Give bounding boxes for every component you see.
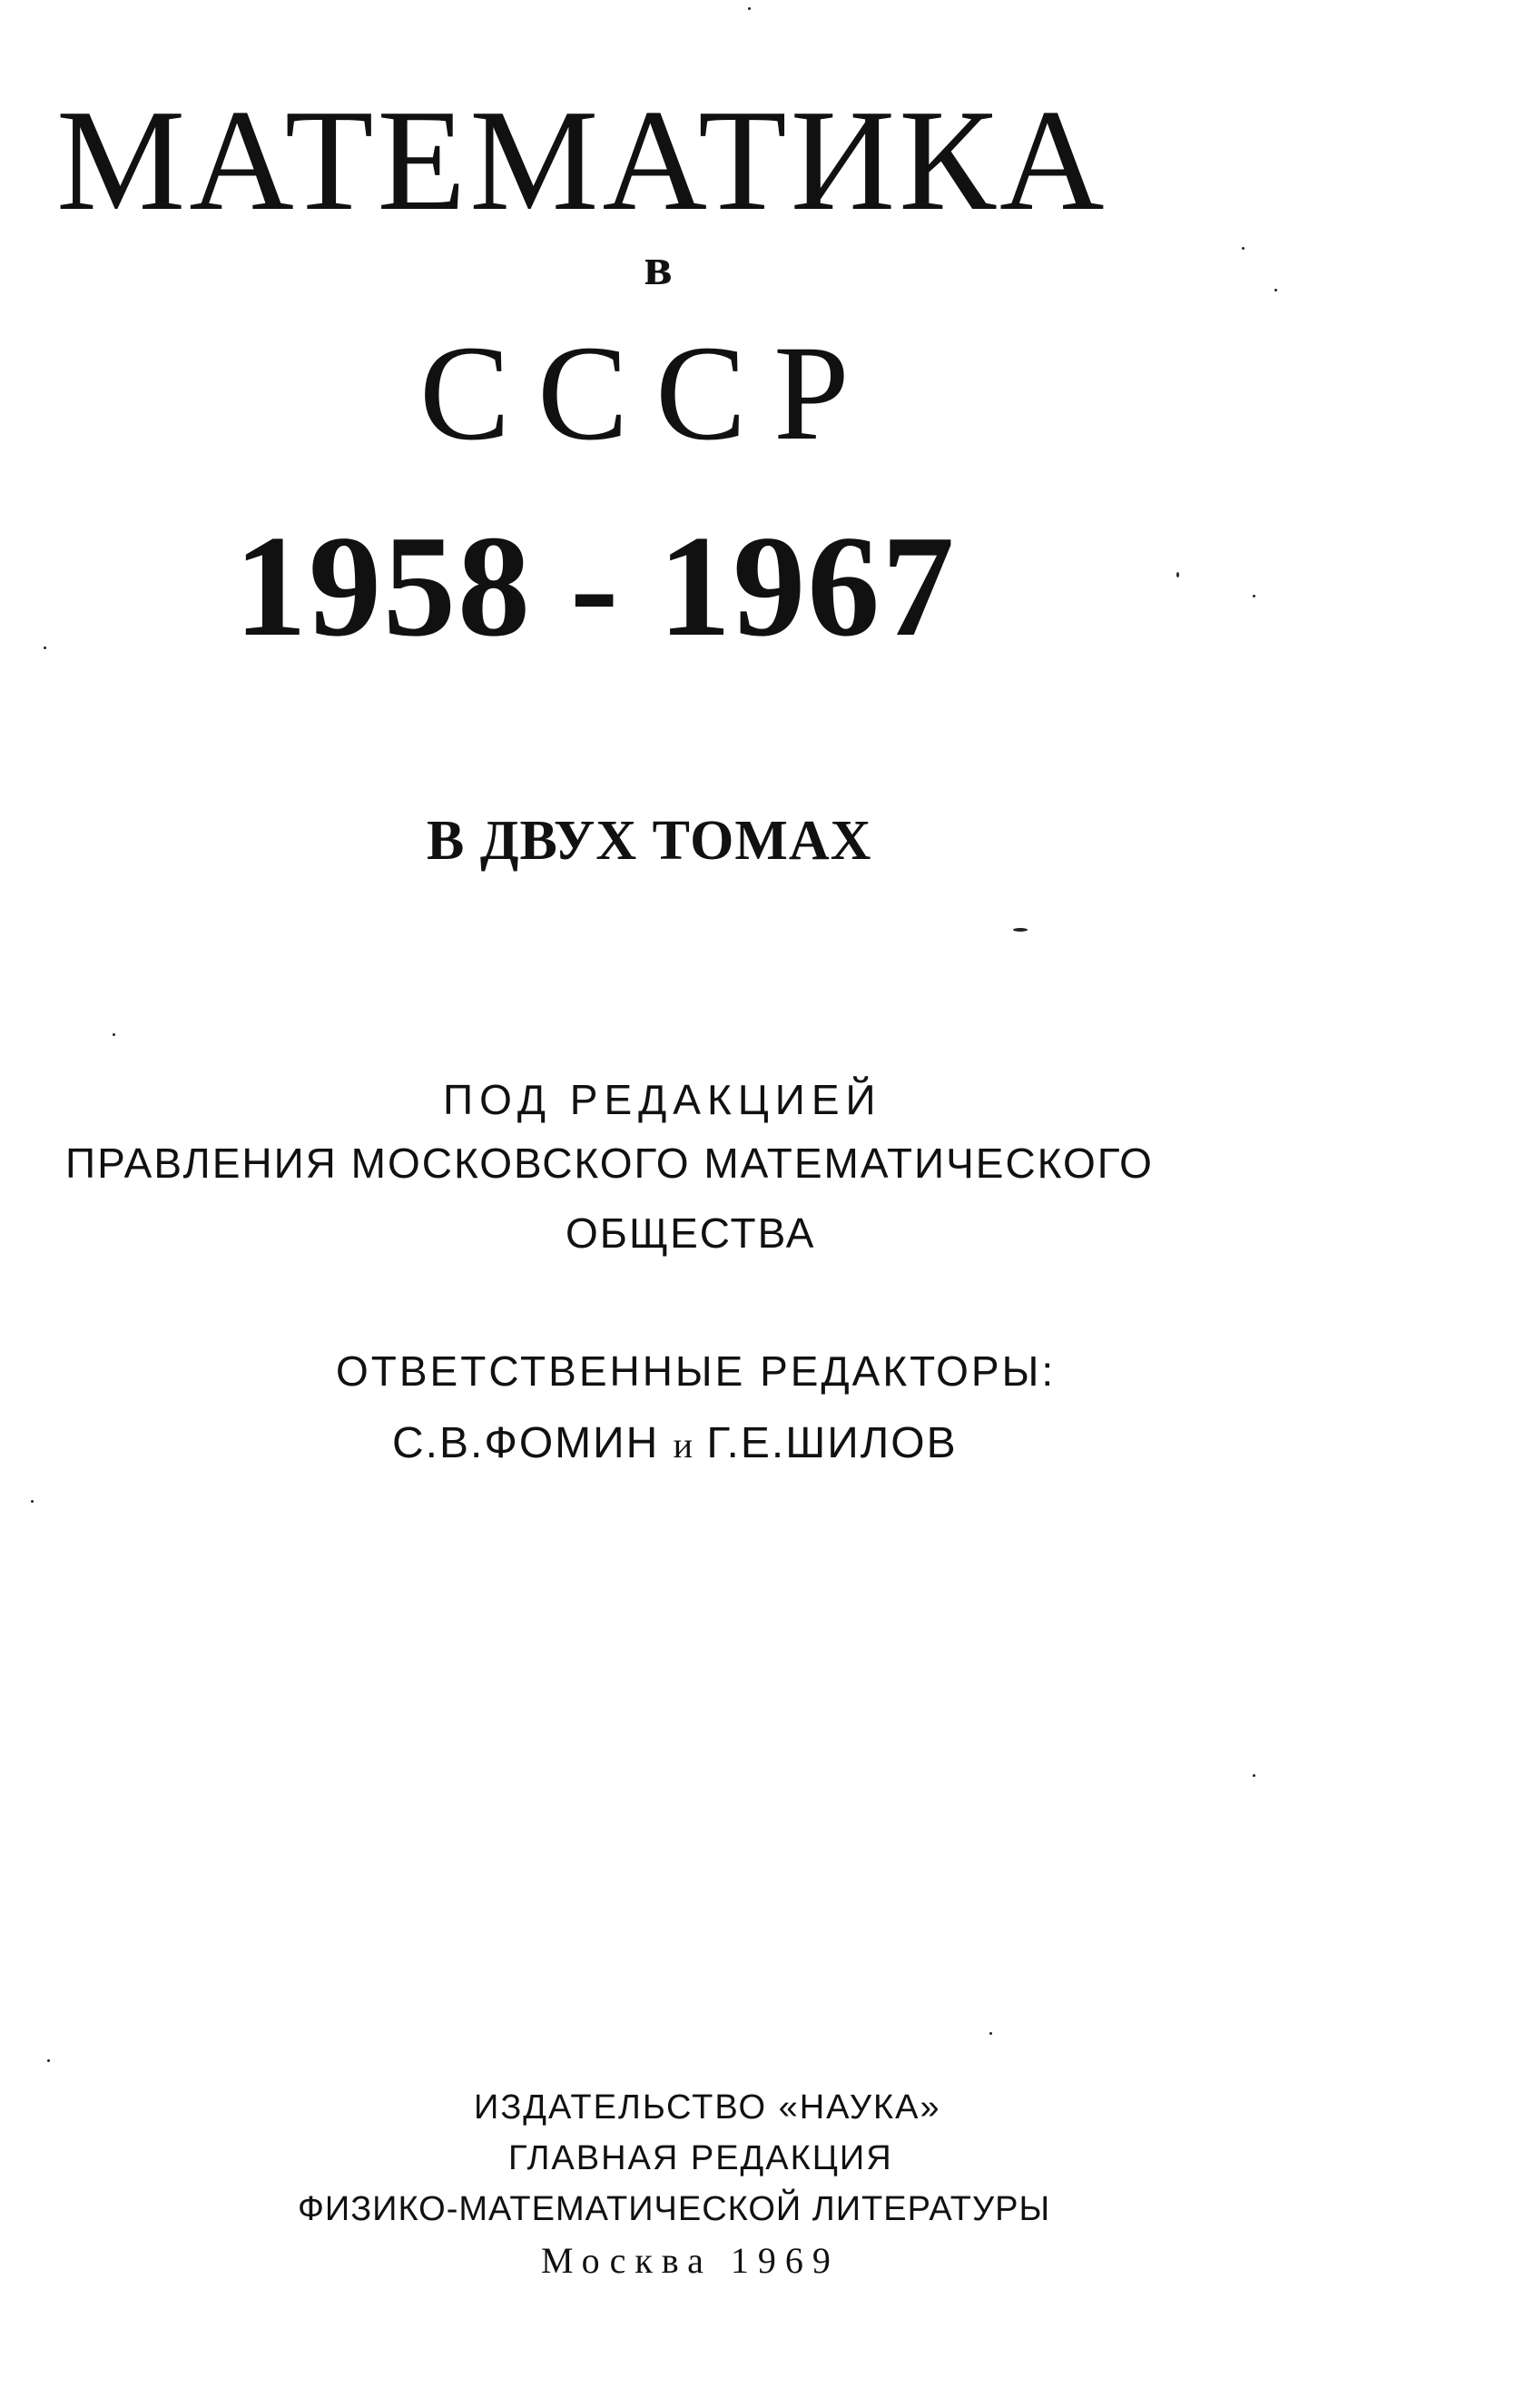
editor-conjunction: и bbox=[673, 1425, 694, 1466]
scan-speck bbox=[31, 1500, 34, 1503]
scan-speck bbox=[989, 2032, 992, 2035]
editor-2-name: Г.Е.ШИЛОВ bbox=[706, 1419, 958, 1467]
publisher-city-year: Москва 1969 bbox=[541, 2240, 840, 2281]
responsible-editors-names bbox=[392, 1419, 958, 1467]
scan-speck bbox=[1176, 572, 1179, 577]
scan-speck bbox=[1253, 595, 1255, 597]
responsible-editors-label: ОТВЕТСТВЕННЫЕ РЕДАКТОРЫ: bbox=[336, 1347, 1057, 1395]
scan-speck bbox=[44, 646, 46, 649]
scan-speck bbox=[748, 7, 751, 10]
scan-speck bbox=[1013, 928, 1028, 932]
editorial-line-1: ПОД РЕДАКЦИЕЙ bbox=[443, 1076, 882, 1123]
editorial-line-3: ОБЩЕСТВА bbox=[566, 1209, 816, 1257]
scan-speck bbox=[47, 2059, 50, 2062]
scan-speck bbox=[1253, 1774, 1255, 1777]
editor-1-name: С.В.ФОМИН bbox=[392, 1419, 660, 1467]
publisher-name: ИЗДАТЕЛЬСТВО «НАУКА» bbox=[474, 2088, 941, 2127]
scan-speck bbox=[113, 1033, 115, 1036]
publisher-subject: ФИЗИКО-МАТЕМАТИЧЕСКОЙ ЛИТЕРАТУРЫ bbox=[298, 2190, 1051, 2228]
editorial-line-2: ПРАВЛЕНИЯ МОСКОВСКОГО МАТЕМАТИЧЕСКОГО bbox=[65, 1140, 1154, 1187]
publisher-division: ГЛАВНАЯ РЕДАКЦИЯ bbox=[508, 2139, 893, 2177]
title-connector: в bbox=[644, 237, 673, 296]
scan-speck bbox=[1242, 247, 1245, 250]
title-country: СССР bbox=[419, 318, 877, 469]
volumes-note: В ДВУХ ТОМАХ bbox=[427, 810, 872, 872]
title-years: 1958 - 1967 bbox=[234, 505, 957, 666]
main-title: МАТЕМАТИКА bbox=[56, 79, 1108, 241]
scan-speck bbox=[1274, 289, 1277, 291]
